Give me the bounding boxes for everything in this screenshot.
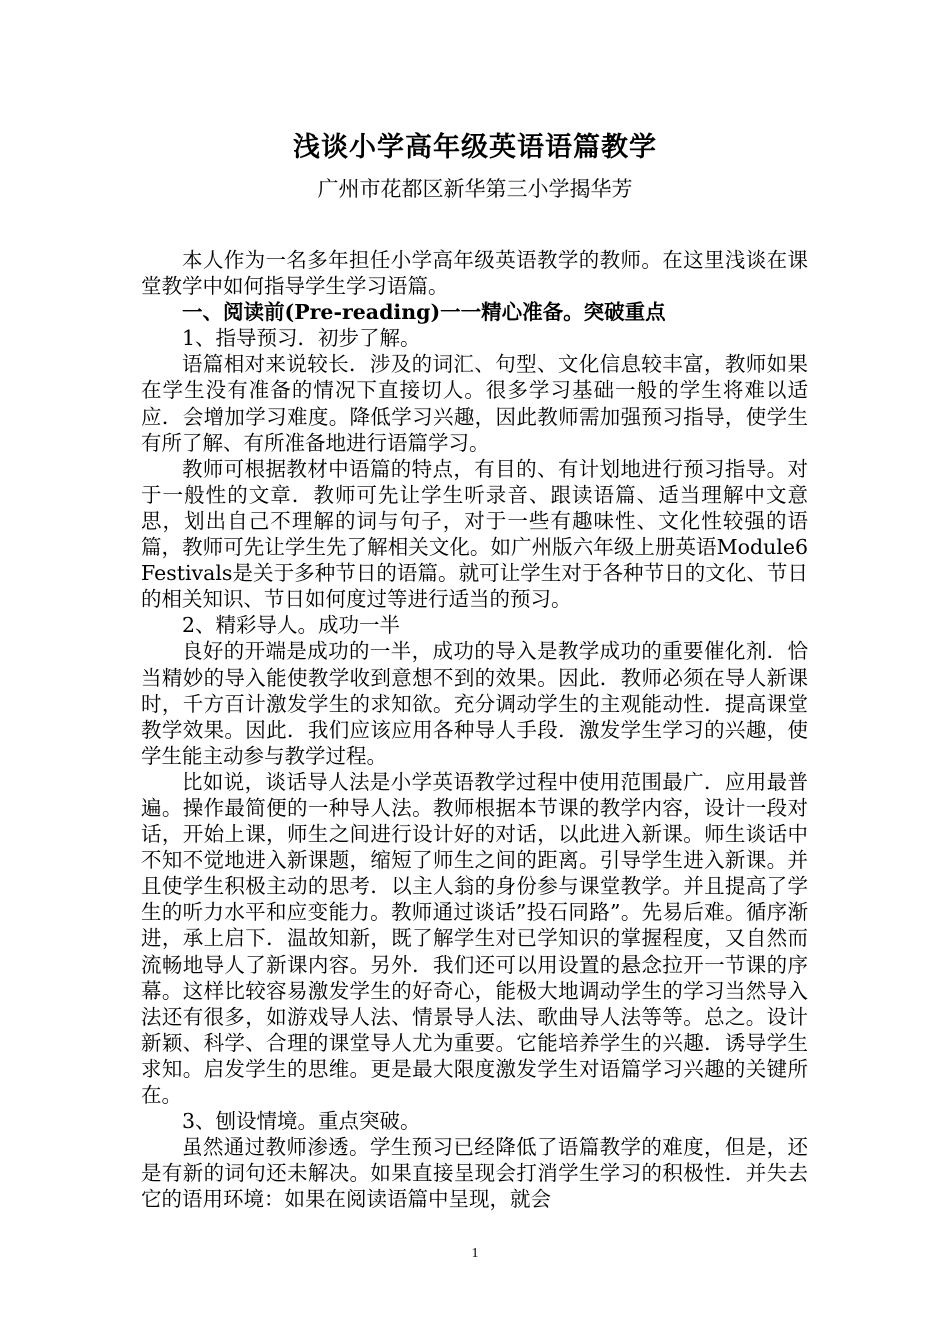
paragraph-preview-2: 教师可根据教材中语篇的特点，有目的、有计划地进行预习指导。对于一般性的文章．教师可先让学生听录音、跟读语篇、适当理解中文意思，划出自己不理解的词与句子，对于一些有趣味性、文化性较强的语篇，教师可先让学生先了解相关文化。如广州版六年级上册英语Module6 Festivals是关于多种节日的语篇。就可让学生对于各种节日的文化、节日的相关知识、节日如何度过等进行适当的预习。 (141, 456, 808, 612)
document-body (141, 247, 808, 1212)
section-heading-pre-reading: 一、阅读前(Pre-reading)一一精心准备。突破重点 (182, 300, 666, 325)
paragraph-lead-in-2: 比如说，谈话导人法是小学英语教学过程中使用范围最广．应用最普遍。操作最简便的一种导人法。教师根据本节课的教学内容，设计一段对话，开始上课，师生之间进行设计好的对话，以此进入新课。师生谈话中不知不觉地进入新课题，缩短了师生之间的距离。引导学生进入新课。并且使学生积极主动的思考．以主人翁的身份参与课堂教学。并且提高了学生的听力水平和应变能力。教师通过谈话”投石同路”。先易后难。循序渐进，承上启下．温故知新，既了解学生对已学知识的掌握程度，又自然而流畅地导人了新课内容。另外．我们还可以用设置的悬念拉开一节课的序幕。这样比较容易激发学生的好奇心，能极大地调动学生的学习当然导入法还有很多，如游戏导人法、情景导人法、歌曲导人法等等。总之。设计新颖、科学、合理的课堂导人尤为重要。它能培养学生的兴趣．诱导学生求知。启发学生的思维。更是最大限度激发学生对语篇学习兴趣的关键所在。 (141, 769, 808, 1107)
page-number: 1 (471, 1246, 479, 1261)
subheading-preview: 1、指导预习．初步了解。 (182, 326, 421, 351)
subheading-situation: 3、刨设情境。重点突破。 (182, 1109, 421, 1134)
document-title: 浅谈小学高年级英语语篇教学 (293, 132, 657, 163)
paragraph-preview-1: 语篇相对来说较长．涉及的词汇、句型、文化信息较丰富，教师如果在学生没有准备的情况下直接切人。很多学习基础一般的学生将难以适应．会增加学习难度。降低学习兴趣，因此教师需加强预习指导，使学生有所了解、有所准备地进行语篇学习。 (141, 352, 808, 455)
subheading-lead-in: 2、精彩导人。成功一半 (182, 613, 401, 638)
paragraph-intro: 本人作为一名多年担任小学高年级英语教学的教师。在这里浅谈在课堂教学中如何指导学生学习语篇。 (141, 248, 808, 299)
paragraph-situation-1: 虽然通过教师渗透。学生预习已经降低了语篇教学的难度，但是，还是有新的词句还未解决。如果直接呈现会打消学生学习的积极性．并失去它的语用环境：如果在阅读语篇中呈现，就会 (141, 1135, 808, 1212)
paragraph-lead-in-1: 良好的开端是成功的一半，成功的导入是教学成功的重要催化剂．恰当精妙的导入能使教学收到意想不到的效果。因此．教师必须在导人新课时，千方百计激发学生的求知欲。充分调动学生的主观能动性．提高课堂教学效果。因此．我们应该应用各种导人手段．激发学生学习的兴趣，使学生能主动参与教学过程。 (141, 639, 808, 768)
document-author: 广州市花都区新华第三小学揭华芳 (317, 177, 633, 201)
